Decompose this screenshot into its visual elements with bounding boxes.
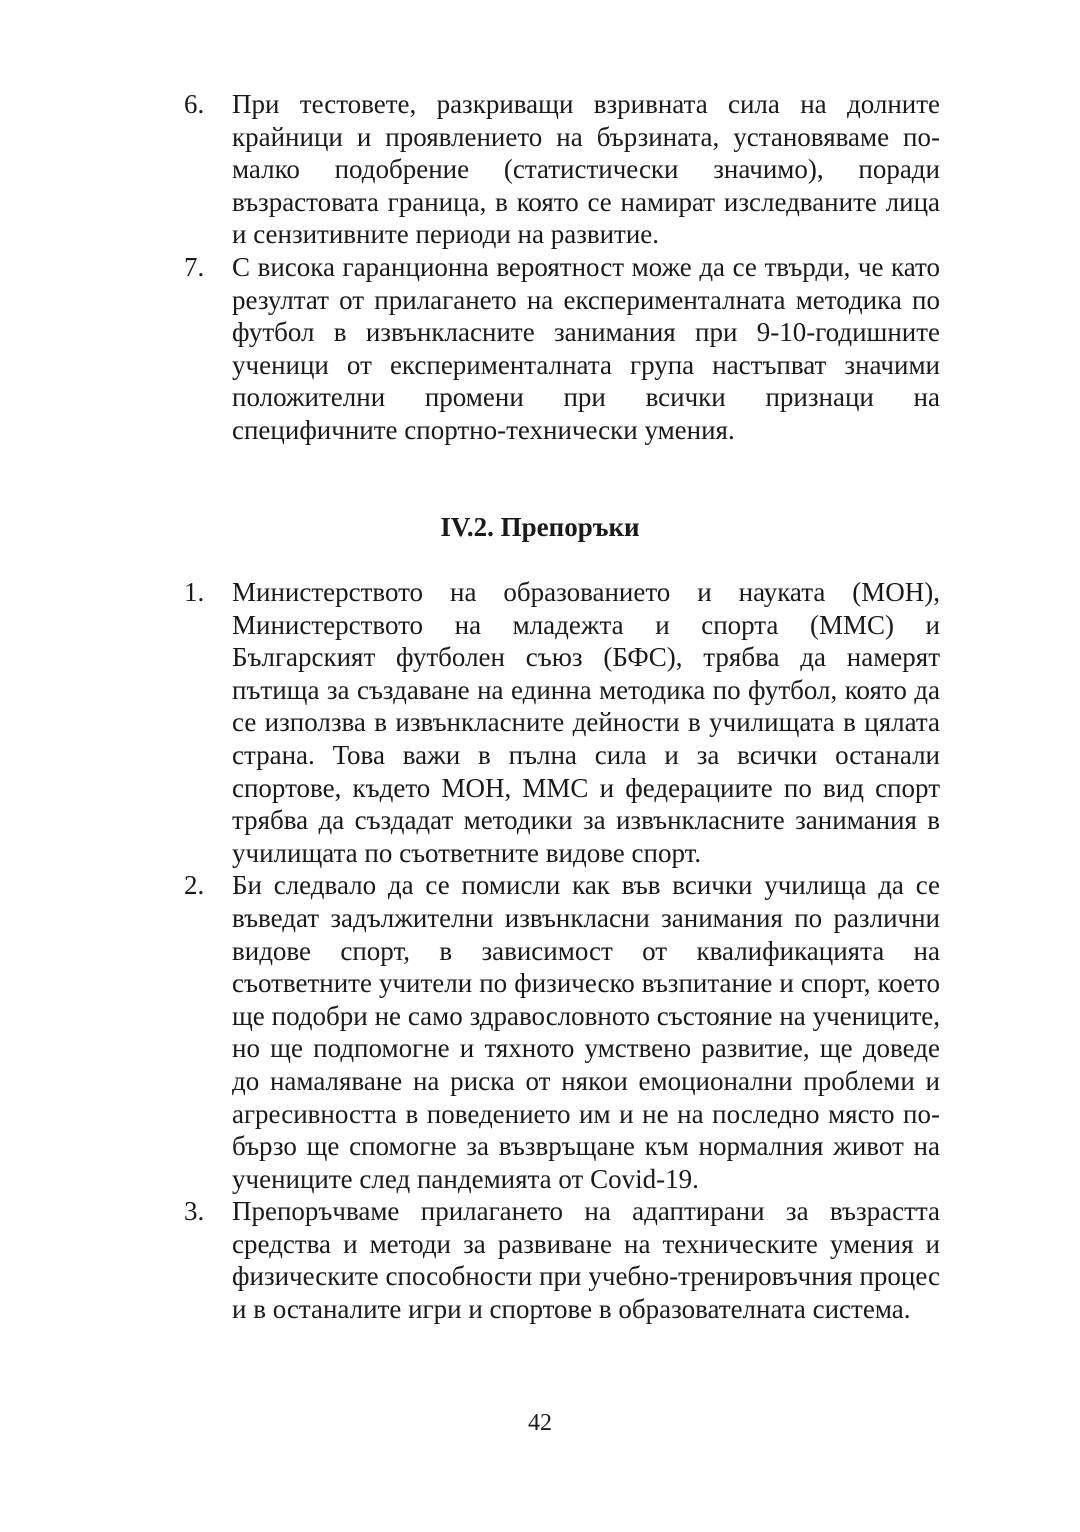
list-item — [184, 88, 940, 251]
list-item — [184, 1195, 940, 1325]
list-item-number: 3. — [184, 1196, 205, 1227]
list-item-text: Министерството на образованието и науката (МОН), Министерството на младежта и спорта (ММС) и Българският футболен съюз (БФС), трябва да намерят пътища за създаване на единна методика по футбол, която да се използва в извънкласните дейности в училищата в цялата страна. Това важи в пълна сила и за всички останали спортове, където МОН, ММС и федерациите по вид спорт трябва да създадат методики за извънкласните занимания в училищата по съответните видове спорт. — [232, 577, 940, 868]
list-item-number: 6. — [184, 89, 205, 119]
list-item — [184, 869, 940, 1195]
list-item — [184, 576, 940, 869]
recommendations-list — [184, 576, 940, 1326]
list-item-text: При тестовете, разкриващи взривната сила на долните крайници и проявлението на бързината, установяваме по-малко подобрение (статистически значимо), поради възрастовата граница, в която се намират изследваните лица и сензитивните периоди на развитие. — [232, 89, 940, 250]
list-item-number: 1. — [184, 577, 205, 607]
list-item-number: 7. — [184, 251, 205, 282]
page-number: 42 — [528, 1410, 552, 1436]
list-item-number: 2. — [184, 870, 205, 901]
conclusions-list — [184, 88, 940, 447]
list-item-text: С висока гаранционна вероятност може да се твърди, че като резултат от прилагането на експерименталната методика по футбол в извънкласните занимания при 9-10-годишните ученици от експерименталната група настъпват значими положителни промени при всички признаци на специфичните спортно-технически умения. — [232, 251, 940, 445]
list-item-text: Препоръчваме прилагането на адаптирани за възрастта средства и методи за развиване на техническите умения и физическите способности при учебно-тренировъчния процес и в останалите игри и спортове в образователната система. — [232, 1196, 940, 1325]
list-item — [184, 251, 940, 447]
list-item-text: Би следвало да се помисли как във всички училища да се въведат задължителни извънкласни занимания по различни видове спорт, в зависимост от квалификацията на съответните учители по физическо възпитание и спорт, което ще подобри не само здравословното състояние на учениците, но ще подпомогне и тяхното умствено развитие, ще доведе до намаляване на риска от някои емоционални проблеми и агресивността в поведението им и не на последно място по-бързо ще спомогне за възвръщане към нормалния живот на учениците след пандемията от Covid-19. — [232, 870, 940, 1194]
section-heading: IV.2. Препоръки — [440, 512, 640, 542]
